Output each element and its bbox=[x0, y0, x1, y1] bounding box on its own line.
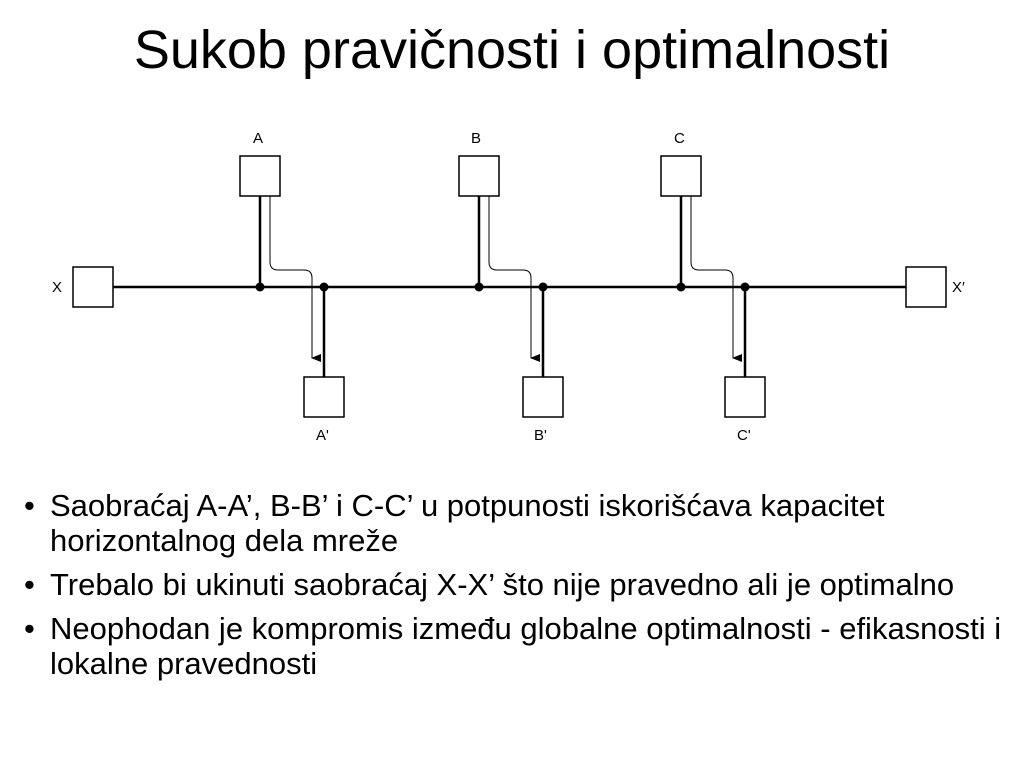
host-b bbox=[459, 156, 499, 196]
traffic-arrow-a bbox=[270, 196, 312, 358]
traffic-arrow-c bbox=[691, 196, 733, 358]
host-b-label: B bbox=[471, 130, 482, 147]
bullet-dot: • bbox=[24, 488, 35, 523]
host-x bbox=[73, 267, 113, 307]
bullet-item bbox=[20, 488, 1010, 558]
host-x-label: X bbox=[52, 279, 63, 296]
bullet-dot: • bbox=[24, 567, 35, 602]
host-a-prime bbox=[304, 377, 344, 417]
junction-a bbox=[256, 283, 265, 292]
junction-c bbox=[677, 283, 686, 292]
bullet-text: Trebalo bi ukinuti saobraćaj X-X’ što nije pravedno ali je optimalno bbox=[50, 567, 955, 602]
host-x-prime-label: X′ bbox=[952, 279, 965, 296]
bullet-text: Neophodan je kompromis između globalne optimalnosti - efikasnosti i lokalne pravednosti bbox=[50, 611, 1002, 681]
host-b-prime-label: B' bbox=[534, 427, 547, 444]
traffic-arrow-b bbox=[489, 196, 531, 358]
network-diagram bbox=[0, 115, 1024, 460]
host-b-prime bbox=[523, 377, 563, 417]
host-a-prime-label: A' bbox=[316, 427, 329, 444]
slide-title: Sukob pravičnosti i optimalnosti bbox=[133, 20, 891, 80]
bullet-item bbox=[20, 611, 1010, 681]
host-c-prime-label: C' bbox=[737, 427, 751, 444]
host-c-prime bbox=[725, 377, 765, 417]
bullet-list bbox=[20, 488, 1010, 690]
host-c-label: C bbox=[674, 130, 685, 147]
junction-b bbox=[475, 283, 484, 292]
host-a-label: A bbox=[253, 130, 264, 147]
host-a bbox=[240, 156, 280, 196]
bullet-text: Saobraćaj A-A’, B-B’ i C-C’ u potpunosti iskorišćava kapacitet horizontalnog dela mreže bbox=[50, 488, 885, 558]
host-c bbox=[661, 156, 701, 196]
bullet-item bbox=[20, 567, 1010, 602]
host-x-prime bbox=[906, 267, 946, 307]
bullet-dot: • bbox=[24, 611, 35, 646]
